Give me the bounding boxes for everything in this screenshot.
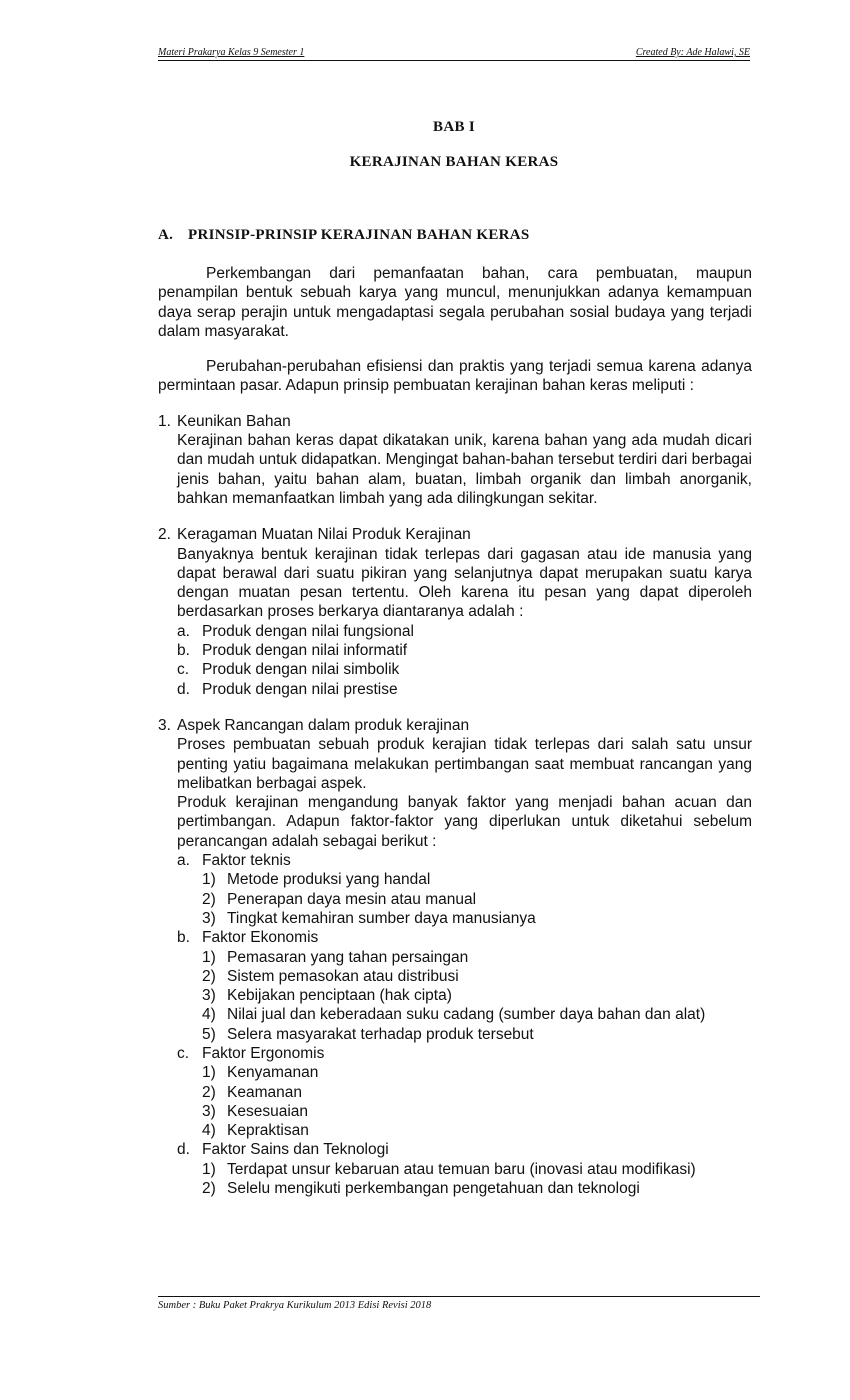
factor-item: 2) Keamanan	[202, 1083, 302, 1101]
paragraph: Perkembangan dari pemanfaatan bahan, cara pembuatan, maupun penampilan bentuk sebuah karya yang muncul, menunjukkan adanya kemampuan daya serap perajin untuk mengadaptasi segala perubahan sosial budaya yang terjadi dalam masyarakat.	[158, 265, 752, 340]
footer-source: Sumber : Buku Paket Prakrya Kurikulum 2013 Edisi Revisi 2018	[158, 1300, 432, 1311]
factor-heading: a. Faktor teknis	[177, 852, 291, 870]
section-heading	[158, 227, 530, 244]
factor-heading: d. Faktor Sains dan Teknologi	[177, 1141, 389, 1159]
item-number: 1.	[158, 412, 171, 430]
factor-item: 4) Kepraktisan	[202, 1122, 309, 1140]
item-body: Kerajinan bahan keras dapat dikatakan unik, karena bahan yang ada mudah dicari dan mudah untuk didapatkan. Mengingat bahan-bahan tersebut terdiri dari berbagai jenis bahan, yaitu bahan alam, buatan, limbah organik dan limbah anorganik, bahkan memanfaatkan limbah yang ada dilingkungan sekitar.	[177, 432, 752, 507]
footer-divider	[158, 1296, 760, 1297]
header-divider	[158, 60, 750, 61]
chapter-number: BAB I	[433, 119, 475, 135]
item-title: Keragaman Muatan Nilai Produk Kerajinan	[177, 526, 471, 544]
sub-item: b. Produk dengan nilai informatif	[177, 642, 408, 660]
factor-item: 2) Penerapan daya mesin atau manual	[202, 890, 477, 908]
section-letter: A.	[158, 227, 174, 243]
item-body: Produk kerajinan mengandung banyak faktor yang menjadi bahan acuan dan pertimbangan. Adapun faktor-faktor yang diperlukan untuk diketahui sebelum perancangan adalah sebagai berikut :	[177, 794, 752, 850]
header-left-text: Materi Prakarya Kelas 9 Semester 1	[158, 47, 305, 58]
paragraph: Perubahan-perubahan efisiensi dan praktis yang terjadi semua karena adanya permintaan pasar. Adapun prinsip pembuatan kerajinan bahan keras meliputi :	[158, 358, 752, 395]
factor-item: 1) Kenyamanan	[202, 1064, 319, 1082]
factor-item: 4) Nilai jual dan keberadaan suku cadang (sumber daya bahan dan alat)	[202, 1006, 706, 1024]
document-body	[158, 264, 752, 1215]
factor-item: 5) Selera masyarakat terhadap produk tersebut	[202, 1025, 534, 1043]
factor-item: 1) Terdapat unsur kebaruan atau temuan baru (inovasi atau modifikasi)	[202, 1160, 696, 1178]
factor-heading: b. Faktor Ekonomis	[177, 929, 319, 947]
factor-item: 3) Tingkat kemahiran sumber daya manusianya	[202, 909, 536, 927]
section-title: PRINSIP-PRINSIP KERAJINAN BAHAN KERAS	[188, 227, 530, 243]
factor-heading: c. Faktor Ergonomis	[177, 1044, 325, 1062]
chapter-title: KERAJINAN BAHAN KERAS	[349, 154, 559, 170]
factor-item: 3) Kesesuaian	[202, 1102, 309, 1120]
factor-item: 2) Sistem pemasokan atau distribusi	[202, 967, 459, 985]
factor-item: 2) Selelu mengikuti perkembangan pengetahuan dan teknologi	[202, 1180, 640, 1198]
factor-item: 1) Metode produksi yang handal	[202, 871, 431, 889]
item-number: 2.	[158, 526, 171, 544]
sub-item: a. Produk dengan nilai fungsional	[177, 622, 414, 640]
header-right-text: Created By: Ade Halawi, SE	[635, 47, 750, 58]
sub-item: d. Produk dengan nilai prestise	[177, 680, 398, 698]
list-item	[158, 716, 752, 1198]
item-body: Proses pembuatan sebuah produk kerajian tidak terlepas dari salah satu unsur penting yatiu bagaimana melakukan pertimbangan saat membuat rancangan yang melibatkan berbagai aspek.	[177, 736, 752, 792]
list-item	[158, 525, 752, 699]
item-title: Keunikan Bahan	[177, 412, 291, 430]
list-item	[158, 412, 752, 508]
item-title: Aspek Rancangan dalam produk kerajinan	[177, 716, 470, 734]
item-number: 3.	[158, 716, 171, 734]
factor-item: 1) Pemasaran yang tahan persaingan	[202, 948, 469, 966]
item-body: Banyaknya bentuk kerajinan tidak terlepas dari gagasan atau ide manusia yang dapat berawal dari suatu pikiran yang selanjutnya dapat merupakan suatu karya dengan muatan pesan tertentu. Oleh karena itu pesan yang dapat diperoleh berdasarkan proses berkarya diantaranya adalah :	[177, 545, 752, 621]
factor-item: 3) Kebijakan penciptaan (hak cipta)	[202, 987, 452, 1005]
sub-item: c. Produk dengan nilai simbolik	[177, 661, 400, 679]
